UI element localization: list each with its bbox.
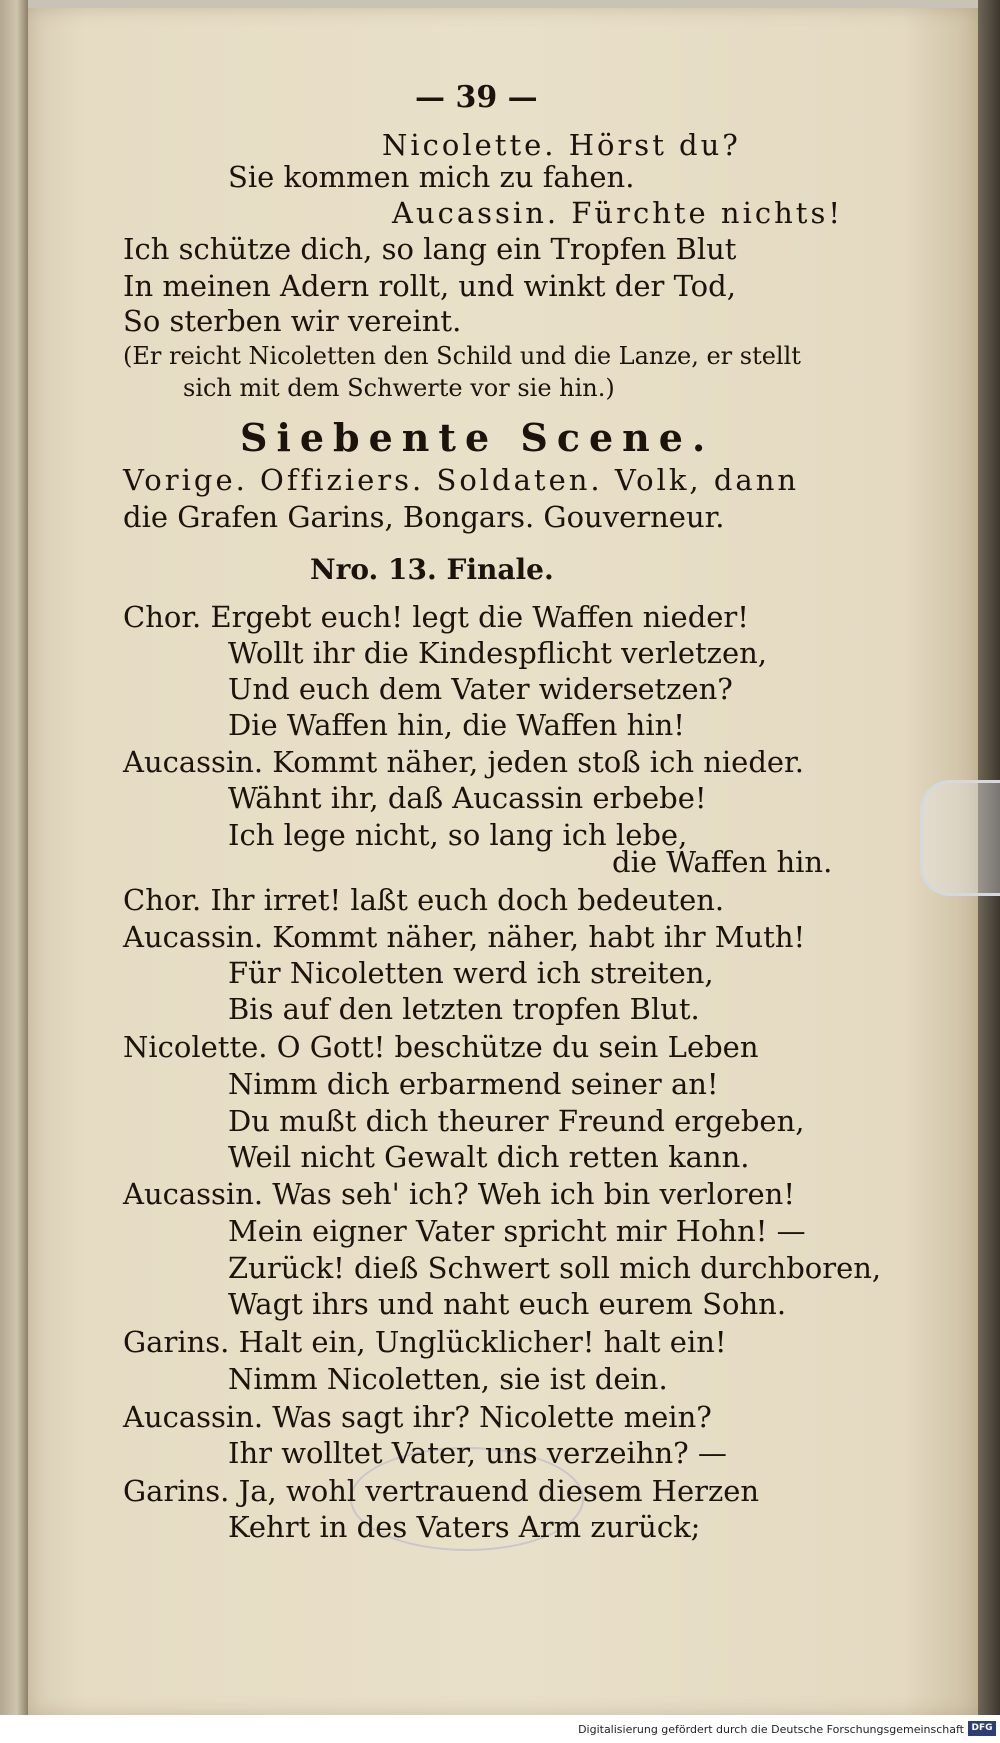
text-line: Chor. Ihr irret! laßt euch doch bedeuten. (123, 883, 725, 917)
text-line: Garins. Halt ein, Unglücklicher! halt ein! (123, 1325, 727, 1359)
text-line: die Waffen hin. (612, 845, 833, 879)
text-line: Vorige. Offiziers. Soldaten. Volk, dann (123, 463, 800, 497)
facing-page-edge (0, 0, 28, 1715)
text-line: Chor. Ergebt euch! legt die Waffen nieder! (123, 600, 749, 634)
text-line: Aucassin. Was sagt ihr? Nicolette mein? (123, 1400, 712, 1434)
text-line: Kehrt in des Vaters Arm zurück; (228, 1510, 701, 1544)
text-line: Zurück! dieß Schwert soll mich durchboren, (228, 1251, 882, 1285)
text-line: Ihr wolltet Vater, uns verzeihn? — (228, 1436, 727, 1470)
stage-direction: sich mit dem Schwerte vor sie hin.) (183, 374, 615, 402)
text-line: Ich lege nicht, so lang ich lebe, (228, 818, 688, 852)
text-line: Aucassin. Kommt näher, näher, habt ihr Muth! (123, 920, 806, 954)
text-line: Wähnt ihr, daß Aucassin erbebe! (228, 781, 707, 815)
clip-marker (920, 780, 1000, 896)
text-line: Nimm dich erbarmend seiner an! (228, 1067, 719, 1101)
text-line: Wollt ihr die Kindespflicht verletzen, (228, 636, 768, 670)
dfg-logo: DFG (968, 1721, 996, 1736)
text-line: In meinen Adern rollt, und winkt der Tod, (123, 269, 736, 303)
text-line: Mein eigner Vater spricht mir Hohn! — (228, 1214, 806, 1248)
text-line: Die Waffen hin, die Waffen hin! (228, 708, 685, 742)
text-line: Bis auf den letzten tropfen Blut. (228, 992, 700, 1026)
text-line: So sterben wir vereint. (123, 304, 462, 338)
text-line: Nicolette. O Gott! beschütze du sein Leben (123, 1030, 759, 1064)
text-line: Nicolette. Hörst du? (382, 128, 741, 162)
text-line: Du mußt dich theurer Freund ergeben, (228, 1104, 805, 1138)
text-line: Wagt ihrs und naht euch eurem Sohn. (228, 1287, 787, 1321)
page-number: — 39 — (415, 80, 538, 115)
text-line: Ich schütze dich, so lang ein Tropfen Blut (123, 232, 737, 266)
text-line: Aucassin. Was seh' ich? Weh ich bin verloren! (123, 1177, 795, 1211)
text-line: Sie kommen mich zu fahen. (228, 160, 635, 194)
text-line: Aucassin. Kommt näher, jeden stoß ich nieder. (123, 745, 804, 779)
text-line: Und euch dem Vater widersetzen? (228, 672, 733, 706)
stage-direction: (Er reicht Nicoletten den Schild und die Lanze, er stellt (123, 342, 801, 370)
text-line: Aucassin. Fürchte nichts! (392, 196, 843, 230)
footer-credit: Digitalisierung gefördert durch die Deutsche Forschungsgemeinschaft (578, 1723, 964, 1736)
text-line: Nimm Nicoletten, sie ist dein. (228, 1362, 668, 1396)
text-line: Weil nicht Gewalt dich retten kann. (228, 1140, 750, 1174)
text-line: die Grafen Garins, Bongars. Gouverneur. (123, 500, 725, 534)
number-heading: Nro. 13. Finale. (310, 553, 554, 586)
scene-heading: Siebente Scene. (240, 415, 715, 460)
text-line: Garins. Ja, wohl vertrauend diesem Herzen (123, 1474, 760, 1508)
text-line: Für Nicoletten werd ich streiten, (228, 956, 714, 990)
